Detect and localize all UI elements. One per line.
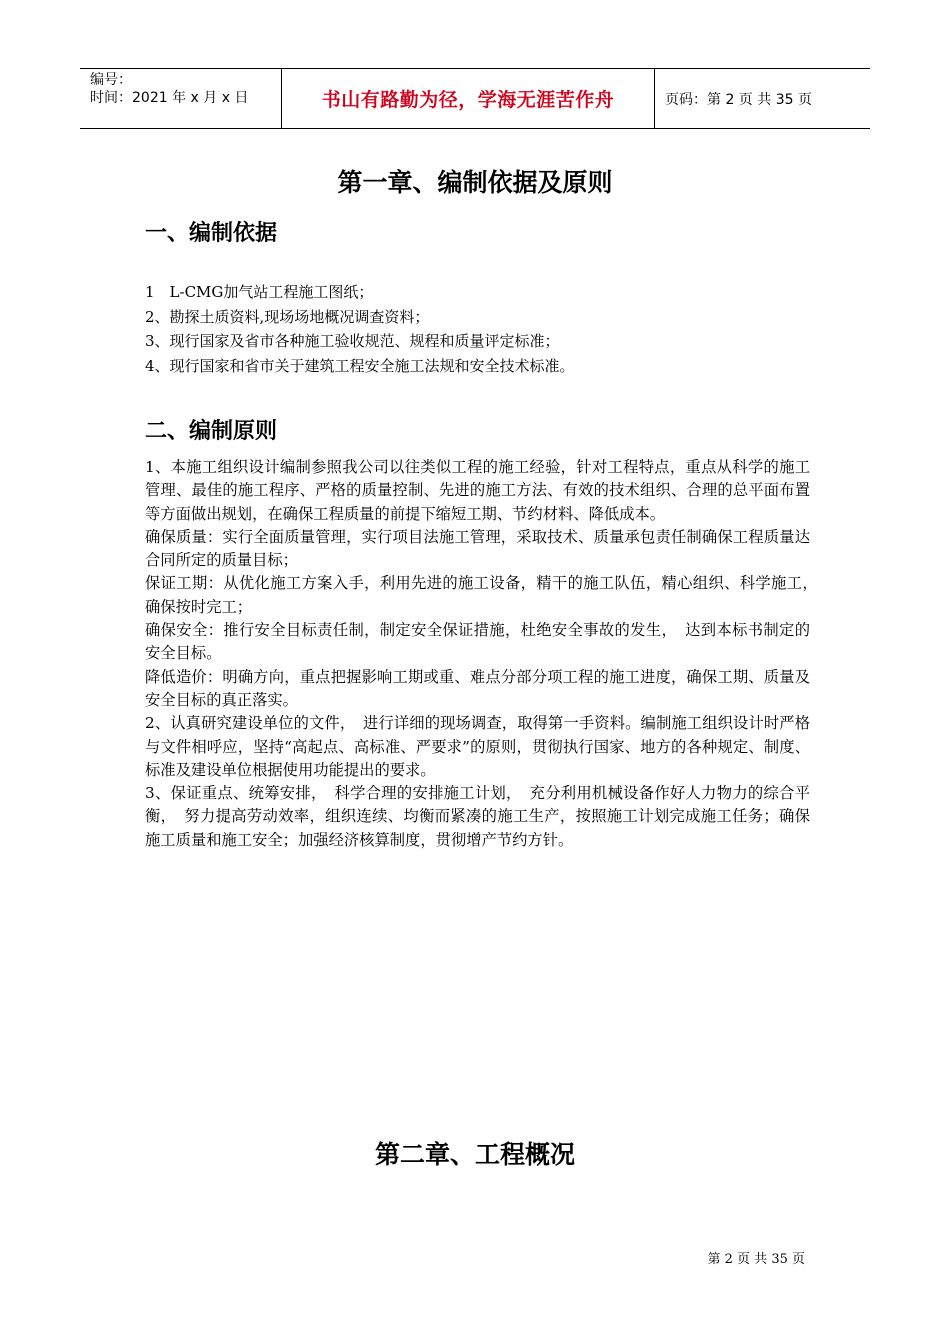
principle-paragraph: 3、保证重点、统筹安排， 科学合理的安排施工计划， 充分利用机械设备作好人力物力的综合平衡， 努力提高劳动效率，组织连续、均衡而紧凑的施工生产，按照施工计划完成施工任务；确保施工质量和施工安全；加强经济核算制度，贯彻增产节约方针。 <box>145 784 810 849</box>
header-motto: 书山有路勤为径，学海无涯苦作舟 <box>321 89 615 111</box>
header-page-code: 页码：第 2 页 共 35 页 <box>665 91 812 108</box>
document-time-label: 时间：2021 年 x 月 x 日 <box>90 90 249 106</box>
principle-paragraph: 2、认真研究建设单位的文件， 进行详细的现场调查，取得第一手资料。编制施工组织设计时严格与文件相呼应，坚持“高起点、高标准、严要求”的原则，贯彻执行国家、地方的各种规定、制度、标准及建设单位根据使用功能提出的要求。 <box>145 714 810 779</box>
page-header <box>80 68 870 129</box>
list-item: 2、勘探土质资料,现场场地概况调查资料； <box>145 307 430 326</box>
section-basis-title: 一、编制依据 <box>145 221 278 246</box>
list-item: 3、现行国家及省市各种施工验收规范、规程和质量评定标准； <box>145 332 560 350</box>
principle-paragraph: 确保安全：推行安全目标责任制，制定安全保证措施，杜绝安全事故的发生， 达到本标书制定的安全目标。 <box>145 621 810 663</box>
basis-list <box>145 280 825 378</box>
chapter-2-title: 第二章、工程概况 <box>374 1140 575 1169</box>
page-footer: 第 2 页 共 35 页 <box>707 1252 805 1267</box>
principle-paragraph: 确保质量：实行全面质量管理，实行项目法施工管理，采取技术、质量承包责任制确保工程质量达合同所定的质量目标； <box>145 527 810 570</box>
principle-paragraph: 保证工期：从优化施工方案入手，利用先进的施工设备，精干的施工队伍，精心组织、科学施工， 确保按时完工； <box>145 574 826 616</box>
principle-paragraph: 降低造价：明确方向，重点把握影响工期或重、难点分部分项工程的施工进度，确保工期、质量及安全目标的真正落实。 <box>145 667 810 709</box>
header-motto-cell <box>281 69 655 128</box>
header-meta <box>80 69 281 128</box>
document-number-label: 编号： <box>90 72 132 88</box>
list-item: 4、现行国家和省市关于建筑工程安全施工法规和安全技术标准。 <box>145 356 575 375</box>
list-item: 1 L-CMG加气站工程施工图纸； <box>145 283 374 301</box>
section-principle-title: 二、编制原则 <box>145 419 278 444</box>
chapter-1-title: 第一章、编制依据及原则 <box>337 168 613 197</box>
principle-paragraph: 1、本施工组织设计编制参照我公司以往类似工程的施工经验，针对工程特点，重点从科学的施工管理、最佳的施工程序、严格的质量控制、先进的施工方法、有效的技术组织、合理的总平面布置等方面做出规划，在确保工程质量的前提下缩短工期、节约材料、降低成本。 <box>145 458 810 523</box>
principle-body <box>145 456 826 852</box>
